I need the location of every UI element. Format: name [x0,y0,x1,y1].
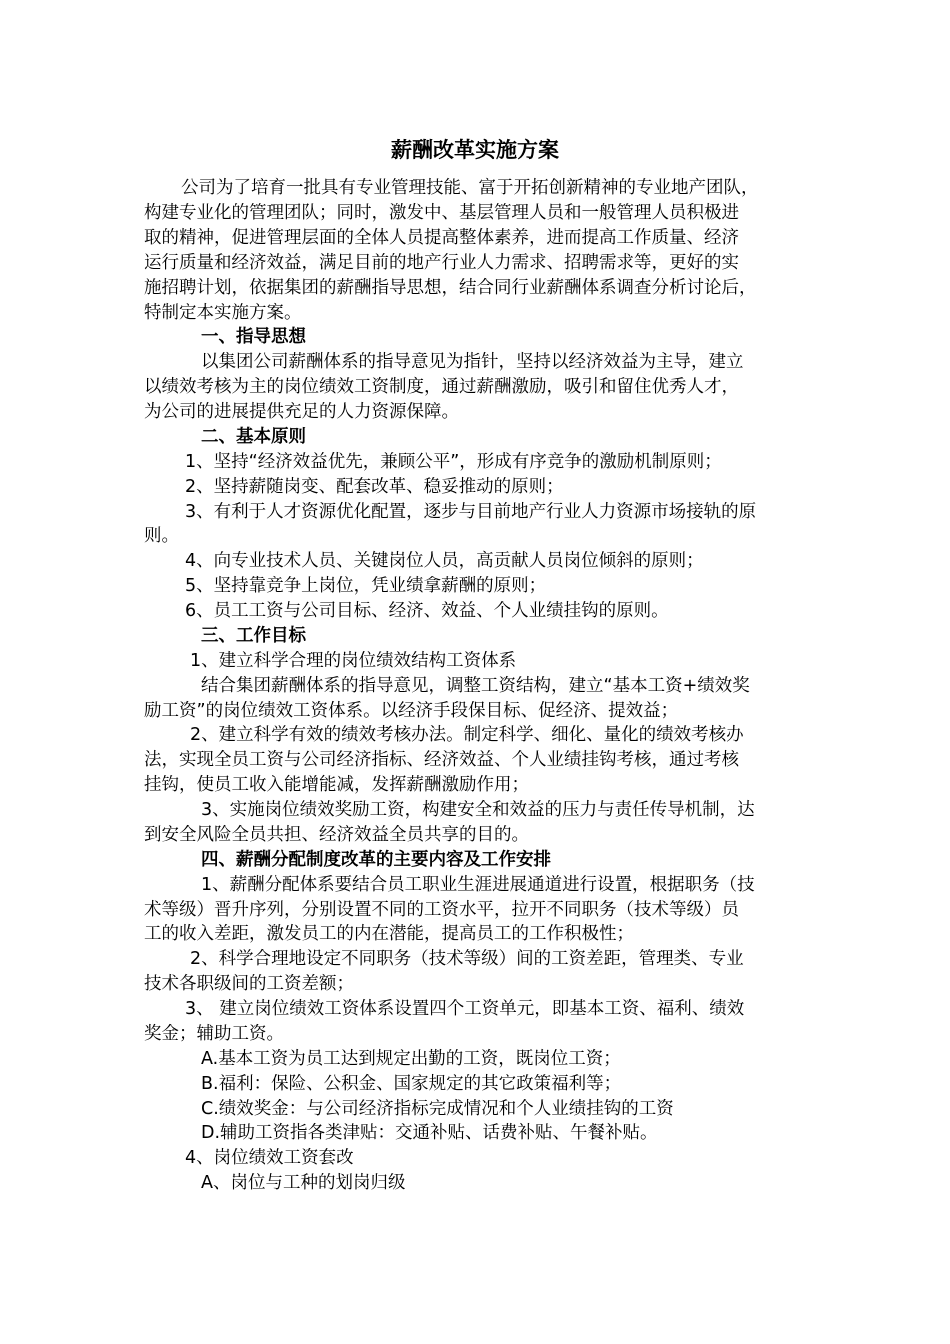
paragraph-line: 结合集团薪酬体系的指导意见，调整工资结构，建立“基本工资+绩效奖 [201,676,750,696]
paragraph-line: 挂钩，使员工收入能增能减，发挥薪酬激励作用； [144,775,529,795]
list-item: 3、有利于人才资源优化配置，逐步与目前地产行业人力资源市场接轨的原 [185,502,757,522]
section-heading: 二、基本原则 [201,427,306,447]
list-item: 2、坚持薪随岗变、配套改革、稳妥推动的原则； [185,477,564,497]
list-item: B.福利：保险、公积金、国家规定的其它政策福利等； [201,1074,622,1094]
paragraph-line: 3、实施岗位绩效奖励工资，构建安全和效益的压力与责任传导机制，达 [201,800,755,820]
paragraph-line: 到安全风险全员共担、经济效益全员共享的目的。 [144,825,529,845]
section-heading: 一、指导思想 [201,327,306,347]
paragraph-line: 1、薪酬分配体系要结合员工职业生涯进展通道进行设置，根据职务（技 [201,875,755,895]
paragraph-line: 1、建立科学合理的岗位绩效结构工资体系 [190,651,517,671]
paragraph-line: 术等级）晋升序列，分别设置不同的工资水平，拉开不同职务（技术等级）员 [144,900,739,920]
list-item: 1、坚持“经济效益优先，兼顾公平”，形成有序竞争的激励机制原则； [185,452,722,472]
paragraph-line: 法，实现全员工资与公司经济指标、经济效益、个人业绩挂钩考核，通过考核 [144,750,739,770]
intro-line: 公司为了培育一批具有专业管理技能、富于开拓创新精神的专业地产团队， [181,178,759,198]
paragraph-line: 工的收入差距，激发员工的内在潜能，提高员工的工作积极性； [144,924,634,944]
paragraph-line: 技术各职级间的工资差额； [144,974,354,994]
intro-line: 特制定本实施方案。 [144,303,302,323]
section-heading: 三、工作目标 [201,626,306,646]
list-item: 6、员工工资与公司目标、经济、效益、个人业绩挂钩的原则。 [185,601,669,621]
paragraph-line: 4、岗位绩效工资套改 [185,1148,354,1168]
list-item: A.基本工资为员工达到规定出勤的工资，既岗位工资； [201,1049,621,1069]
list-item: 则。 [144,526,179,546]
list-item: C.绩效奖金：与公司经济指标完成情况和个人业绩挂钩的工资 [201,1099,674,1119]
list-item: D.辅助工资指各类津贴：交通补贴、话费补贴、午餐补贴。 [201,1123,658,1143]
section-heading: 四、薪酬分配制度改革的主要内容及工作安排 [201,850,551,870]
document-title: 薪酬改革实施方案 [391,138,559,162]
list-item: 5、坚持靠竞争上岗位，凭业绩拿薪酬的原则； [185,576,547,596]
intro-line: 运行质量和经济效益，满足目前的地产行业人力需求、招聘需求等，更好的实 [144,253,739,273]
paragraph-line: 励工资”的岗位绩效工资体系。以经济手段保目标、促经济、提效益； [144,701,679,721]
paragraph-line: 以绩效考核为主的岗位绩效工资制度，通过薪酬激励，吸引和留住优秀人才， [144,377,739,397]
paragraph-line: 2、建立科学有效的绩效考核办法。制定科学、细化、量化的绩效考核办 [190,725,744,745]
list-item: 4、向专业技术人员、关键岗位人员，高贡献人员岗位倾斜的原则； [185,551,704,571]
paragraph-line: 3、 建立岗位绩效工资体系设置四个工资单元，即基本工资、福利、绩效 [185,999,745,1019]
paragraph-line: 奖金；辅助工资。 [144,1024,284,1044]
paragraph-line: A、岗位与工种的划岗归级 [201,1173,406,1193]
paragraph-line: 以集团公司薪酬体系的指导意见为指针，坚持以经济效益为主导，建立 [201,352,744,372]
paragraph-line: 为公司的进展提供充足的人力资源保障。 [144,402,459,422]
intro-line: 取的精神，促进管理层面的全体人员提高整体素养，进而提高工作质量、经济 [144,228,739,248]
paragraph-line: 2、科学合理地设定不同职务（技术等级）间的工资差距，管理类、专业 [190,949,744,969]
intro-line: 施招聘计划，依据集团的薪酬指导思想，结合同行业薪酬体系调查分析讨论后， [144,278,757,298]
intro-line: 构建专业化的管理团队；同时，激发中、基层管理人员和一般管理人员积极进 [144,203,739,223]
